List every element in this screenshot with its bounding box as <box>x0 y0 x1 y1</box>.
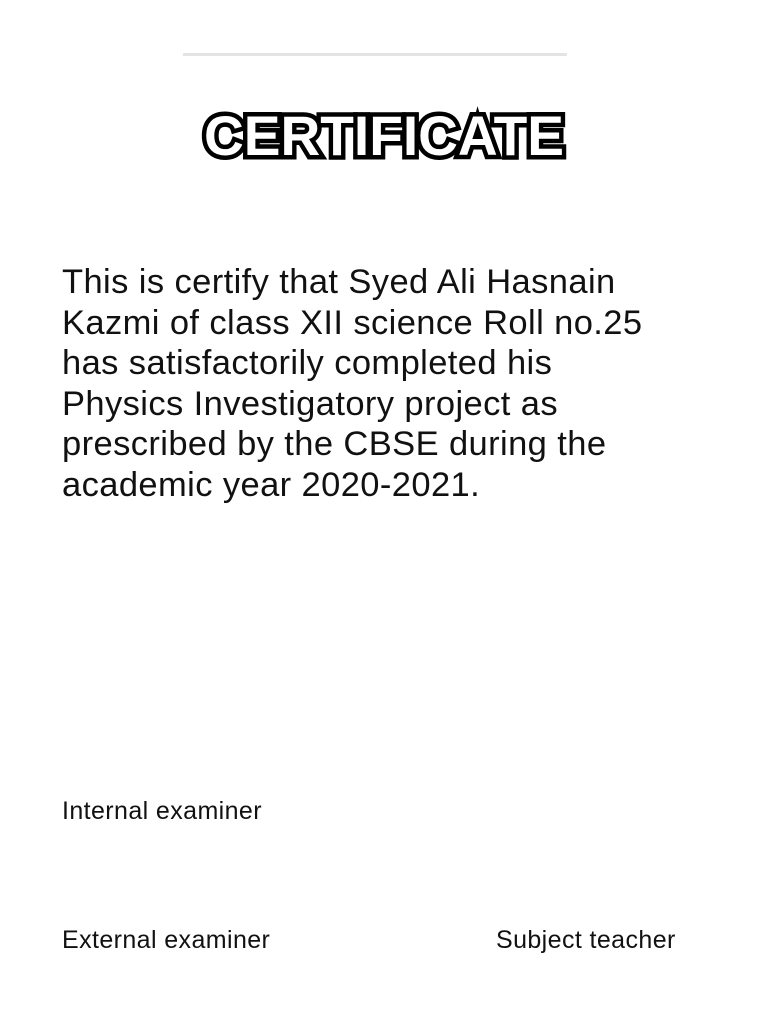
certificate-heading <box>194 98 574 168</box>
internal-examiner-label: Internal examiner <box>62 797 262 825</box>
body-line-5: prescribed by the CBSE during the <box>62 425 607 463</box>
top-divider <box>183 53 567 56</box>
body-line-4: Physics Investigatory project as <box>62 384 559 423</box>
body-line-2: Kazmi of class XII science Roll no.25 <box>62 303 643 342</box>
body-line-3: has satisfactorily completed his <box>62 344 553 382</box>
certificate-heading-block <box>0 98 768 168</box>
subject-teacher-label: Subject teacher <box>496 926 676 954</box>
certificate-heading-text: CERTIFICATE <box>204 104 564 167</box>
body-line-6: academic year 2020-2021. <box>62 465 481 504</box>
certificate-body <box>62 262 722 505</box>
body-line-1: This is certify that Syed Ali Hasnain <box>62 263 616 301</box>
external-examiner-label: External examiner <box>62 926 271 954</box>
